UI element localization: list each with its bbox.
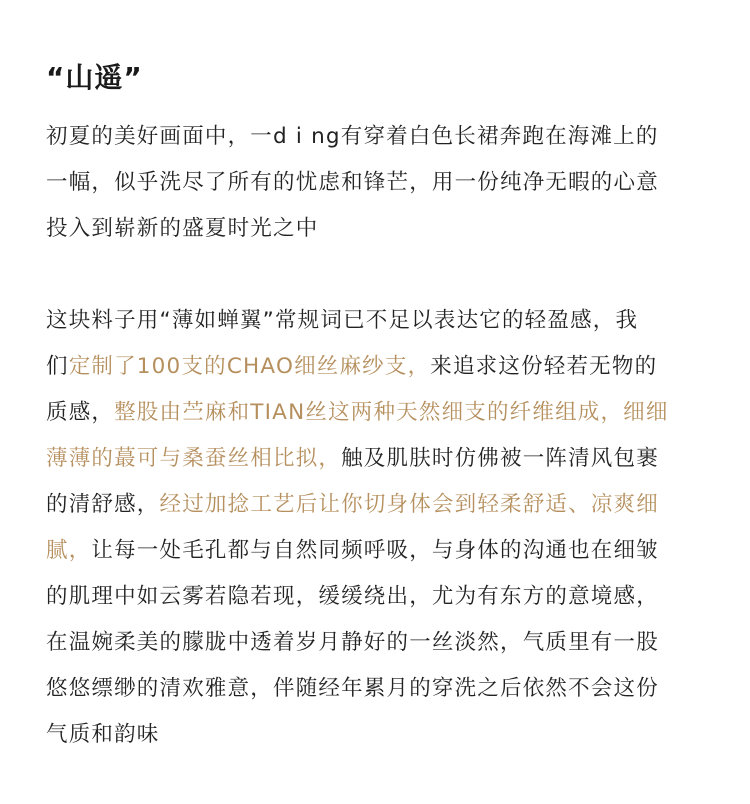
text-segment: 质感， — [46, 400, 115, 425]
highlighted-text: 定制了100支的CHAO细丝麻纱支， — [68, 354, 431, 379]
text-line — [46, 344, 718, 390]
text-line: 一幅，似乎洗尽了所有的忧虑和锋芒，用一份纯净无暇的心意 — [46, 170, 659, 195]
text-segment: 气质和韵味 — [46, 722, 160, 747]
text-segment: 在温婉柔美的朦胧中透着岁月静好的一丝淡然，气质里有一股 — [46, 630, 659, 655]
paragraph-intro — [46, 114, 718, 252]
highlighted-text: 薄薄的蕞可与桑蚕丝相比拟， — [46, 446, 342, 471]
paragraph-fabric — [46, 298, 718, 758]
text-line — [46, 528, 718, 574]
text-line — [46, 482, 718, 528]
text-line — [46, 436, 718, 482]
text-segment: 触及肌肤时仿佛被一阵清风包裹 — [341, 446, 659, 471]
page-title: “山遥” — [46, 61, 143, 94]
text-line: 投入到崭新的盛夏时光之中 — [46, 216, 319, 241]
text-segment: 这块料子用“薄如蝉翼”常规词已不足以表达它的轻盈感，我 — [46, 308, 639, 333]
text-line — [46, 712, 718, 758]
highlighted-text: 整股由苎麻和TIAN丝这两种天然细支的纤维组成，细细 — [114, 400, 669, 425]
text-line — [46, 620, 718, 666]
text-segment: 悠悠缥缈的清欢雅意，伴随经年累月的穿洗之后依然不会这份 — [46, 676, 659, 701]
text-segment: 的清舒感， — [46, 492, 160, 517]
highlighted-text: 腻， — [46, 538, 92, 563]
text-segment: 来追求这份轻若无物的 — [430, 354, 658, 379]
text-line — [46, 574, 718, 620]
text-segment: 的肌理中如云雾若隐若现，缓缓绕出，尤为有东方的意境感， — [46, 584, 659, 609]
text-line — [46, 390, 718, 436]
text-line: 初夏的美好画面中，一d i ng有穿着白色长裙奔跑在海滩上的 — [46, 124, 659, 149]
highlighted-text: 经过加捻工艺后让你切身体会到轻柔舒适、凉爽细 — [159, 492, 659, 517]
text-line — [46, 298, 718, 344]
text-segment: 们 — [46, 354, 69, 379]
text-segment: 让每一处毛孔都与自然同频呼吸，与身体的沟通也在细皱 — [91, 538, 659, 563]
text-line — [46, 666, 718, 712]
